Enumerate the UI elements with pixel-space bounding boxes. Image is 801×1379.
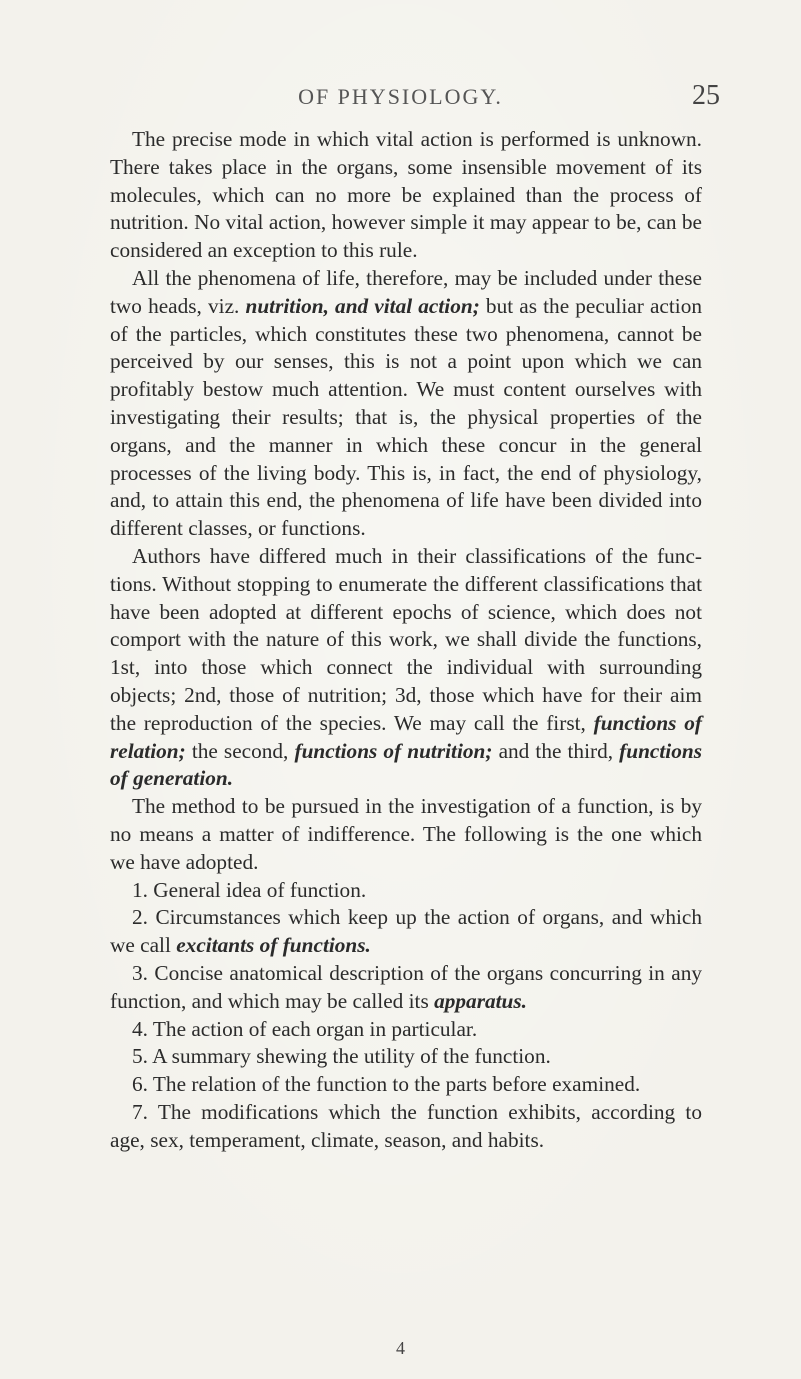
- list-item: [110, 1071, 702, 1099]
- page-number: 25: [692, 80, 720, 111]
- paragraph-text: The method to be pursued in the investigation of a function, is by no means a matter of indifference. The following is the one which we have adopted.: [110, 794, 702, 874]
- paragraph-phenomena-of-life: [110, 265, 702, 543]
- list-item: [110, 1099, 702, 1155]
- emphasis-text: excitants of functions.: [176, 933, 371, 958]
- paragraph-classification: [110, 543, 702, 793]
- running-head: [0, 80, 801, 114]
- signature-mark: 4: [396, 1338, 405, 1358]
- emphasis-text: functions of nutrition;: [294, 738, 493, 763]
- list-item: [110, 1016, 702, 1044]
- running-title: OF PHYSIOLOGY.: [298, 84, 503, 109]
- paragraph-text: The precise mode in which vital action is performed is unknown. There takes place in the organs, some insensible movement of its molecules, which can no more be explained than the process of nutrition. No vital action, however simple it may appear to be, can be considered an exception to this rule.: [110, 127, 702, 263]
- emphasis-text: functions of relation;: [110, 710, 702, 763]
- emphasis-text: functions of generation.: [110, 738, 702, 791]
- list-item: [110, 1043, 702, 1071]
- list-item-text: 4. The action of each organ in particular.: [132, 1016, 478, 1041]
- list-item-text: 1. General idea of function.: [132, 877, 367, 902]
- emphasis-text: nutrition, and vital action;: [245, 293, 480, 318]
- list-item-text: 7. The modifications which the function exhibits, according to age, sex, temperament, climate, season, and habits.: [110, 1099, 702, 1152]
- list-item: [110, 877, 702, 905]
- paragraph-text: Authors have differed much in their classifications of the functions. Without stopping to enumerate the different classifications that have been adopted at different epochs of science, which does not comport with the nature of this work, we shall divide the functions, 1st, into those which connect the individual with surrounding objects; 2nd, those of nutrition; 3d, those which have for their aim the reproduction of the species. We may call the first,: [110, 543, 702, 735]
- list-item-text: 3. Concise anatomical description of the organs concurring in any function, and which may be called its: [110, 960, 702, 1013]
- list-item-text: 2. Circumstances which keep up the action of organs, and which we call: [110, 905, 702, 958]
- paragraph-text: but as the peculiar action of the particles, which constitutes these two phenomena, cannot be perceived by our senses, this is not a point upon which we can profitably bestow much attention. We must content ourselves with investigating their results; that is, the physical properties of the organs, and the manner in which these concur in the general processes of the living body. This is, in fact, the end of physiology, and, to attain this end, the phenomena of life have been divided into different classes, or functions.: [110, 293, 702, 541]
- paragraph-method: [110, 793, 702, 876]
- paragraph-text: All the phenomena of life, therefore, may be included under these two heads, viz.: [110, 265, 702, 318]
- list-item: [110, 904, 702, 960]
- paragraph-text: the second,: [185, 738, 295, 763]
- paragraph-vital-action: [110, 126, 702, 265]
- paragraph-text: and the third,: [492, 738, 620, 763]
- list-item-text: 5. A summary shewing the utility of the function.: [132, 1044, 551, 1069]
- body-text: [110, 126, 702, 1154]
- list-item-text: 6. The relation of the function to the parts before examined.: [132, 1072, 641, 1097]
- list-item: [110, 960, 702, 1016]
- emphasis-text: apparatus.: [434, 988, 527, 1013]
